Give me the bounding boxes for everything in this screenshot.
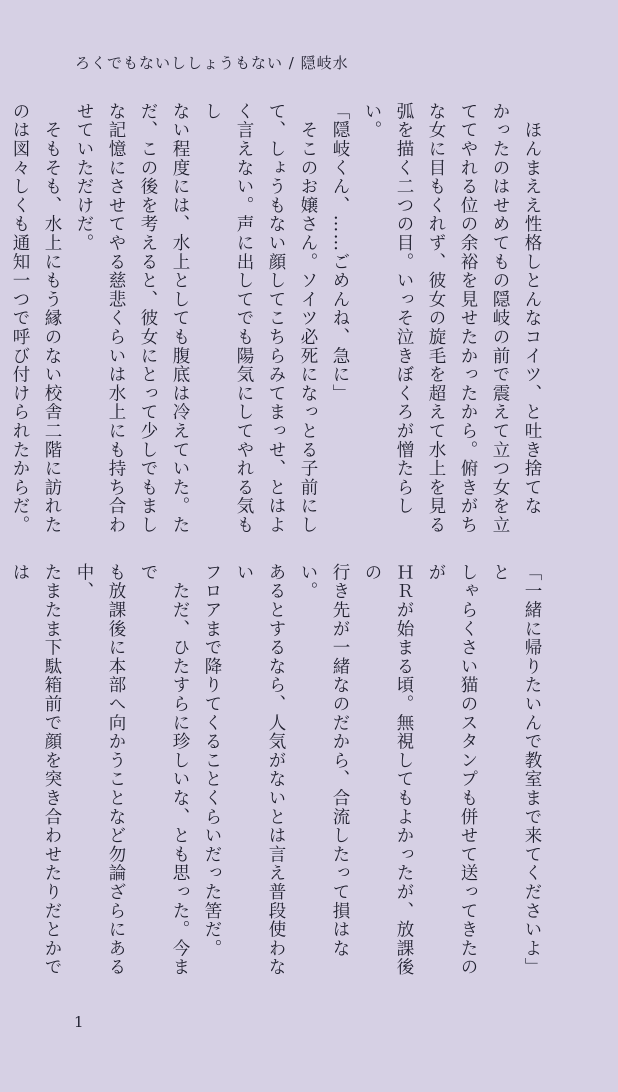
page-number: 1: [74, 1013, 84, 1031]
paragraph: ただ、ひたすらに珍しいな、とも思った。今まで も放課後に本部へ向かうことなど勿論ざらにある中、 たまたま下駄箱前で顔を突き合わせたりだとかでは: [10, 563, 190, 977]
dialogue-line: 「隠岐くん、……ごめんね、急に」: [330, 102, 350, 403]
page-header-title: ろくでもないししょうもない / 隠岐水: [75, 54, 349, 72]
paragraph: そこのお嬢さん。ソイツ必死になっとる子前にし て、しょうもない顔してこちらみてまっせ、とはよ く言えない。声に出してでも陽気にしてやれる気もし ない程度には、水上としても腹底は冷えていた。た だ、この後を考えると、彼女にとって少しでもまし な記憶にさせてやる慈悲くらいは水上にも持ち合わ せていただけだ。: [74, 102, 318, 535]
dialogue-paragraph: 「一緒に帰りたいんで教室まで来てくださいよ」と しゃらくさい猫のスタンプも併せて送ってきたのが ＨＲが始まる頃。無視してもよかったが、放課後の 行き先が一緒なのだから、合流したって損はない。 あるとするなら、人気がないとは言え普段使わない フロアまで降りてくることくらいだった筈だ。: [202, 563, 542, 977]
text-block-top: [10, 102, 548, 542]
paragraph: そもそも、水上にもう縁のない校舎二階に訪れた のは図々しくも通知一つで呼び付けられたからだ。: [10, 102, 62, 535]
text-block-bottom: [10, 563, 548, 993]
paragraph: ほんまええ性格しとんなコイツ、と吐き捨てな かったのはせめてもの隠岐の前で震えて立つ女を立 ててやれる位の余裕を見せたかったから。俯きがち な女に目もくれず、彼女の旋毛を超えて水上を見る 弧を描く二つの目。いっそ泣きぼくろが憎たらしい。: [362, 102, 542, 535]
